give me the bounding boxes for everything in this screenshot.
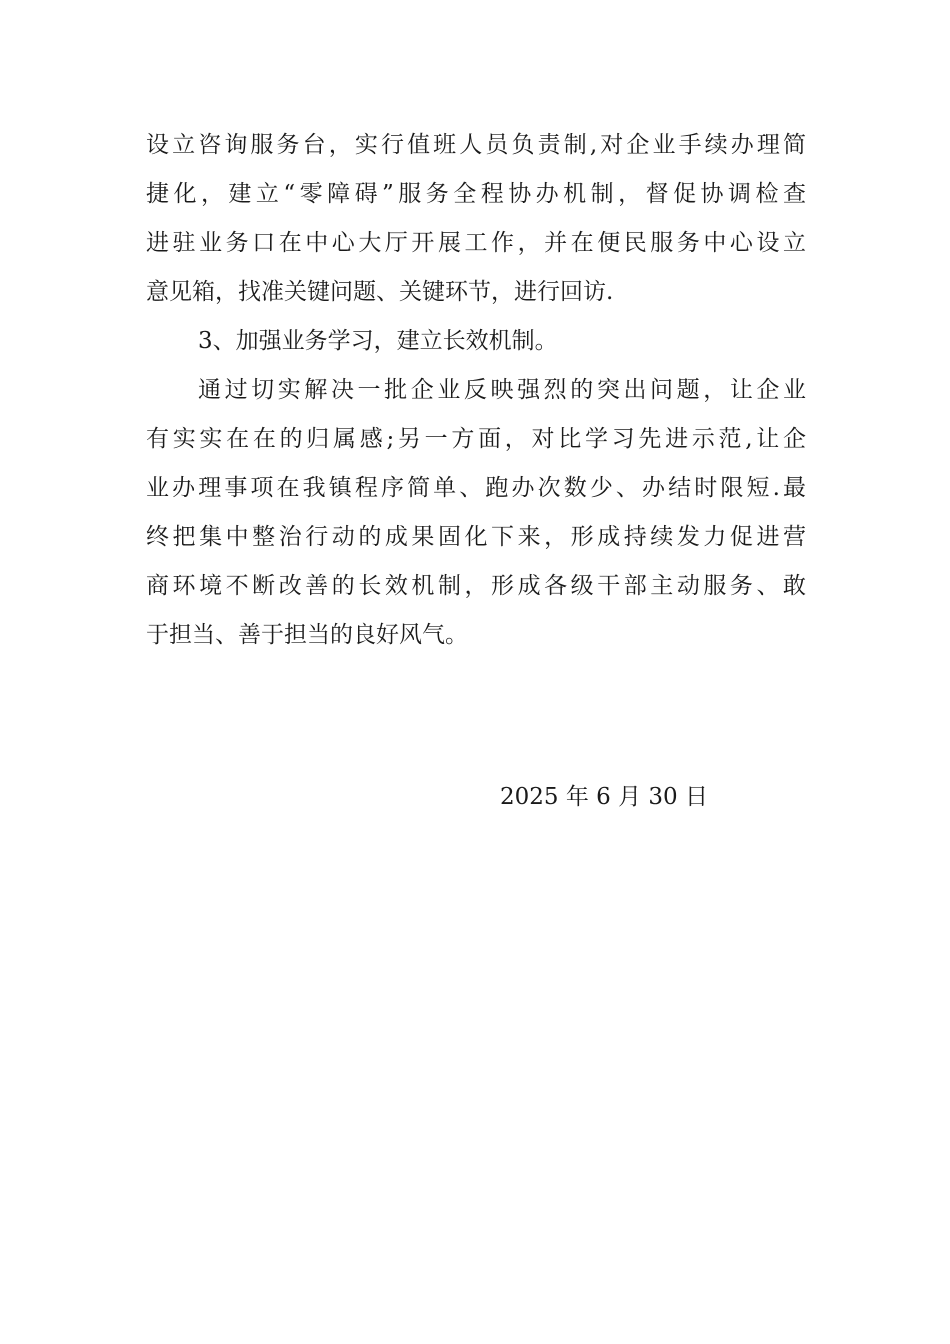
document-date: 2025 年 6 月 30 日 xyxy=(500,784,708,810)
paragraph-2-line-4: 终把集中整治行动的成果固化下来，形成持续发力促进营 xyxy=(146,524,806,550)
section-heading-3: 3、加强业务学习，建立长效机制。 xyxy=(198,328,558,354)
paragraph-1-line-2: 捷化，建立“零障碍”服务全程协办机制，督促协调检查 xyxy=(146,181,806,207)
paragraph-1-line-3: 进驻业务口在中心大厅开展工作，并在便民服务中心设立 xyxy=(146,230,806,256)
paragraph-2-line-1: 通过切实解决一批企业反映强烈的突出问题，让企业 xyxy=(198,377,806,403)
paragraph-2-line-5: 商环境不断改善的长效机制，形成各级干部主动服务、敢 xyxy=(146,573,806,599)
paragraph-2-line-2: 有实实在在的归属感;另一方面，对比学习先进示范,让企 xyxy=(146,426,806,452)
paragraph-1-line-1: 设立咨询服务台，实行值班人员负责制,对企业手续办理简 xyxy=(146,132,806,158)
paragraph-2-line-3: 业办理事项在我镇程序简单、跑办次数少、办结时限短.最 xyxy=(146,475,806,501)
paragraph-1-line-4: 意见箱，找准关键问题、关键环节，进行回访. xyxy=(146,279,614,305)
paragraph-2-line-6: 于担当、善于担当的良好风气。 xyxy=(146,622,468,648)
